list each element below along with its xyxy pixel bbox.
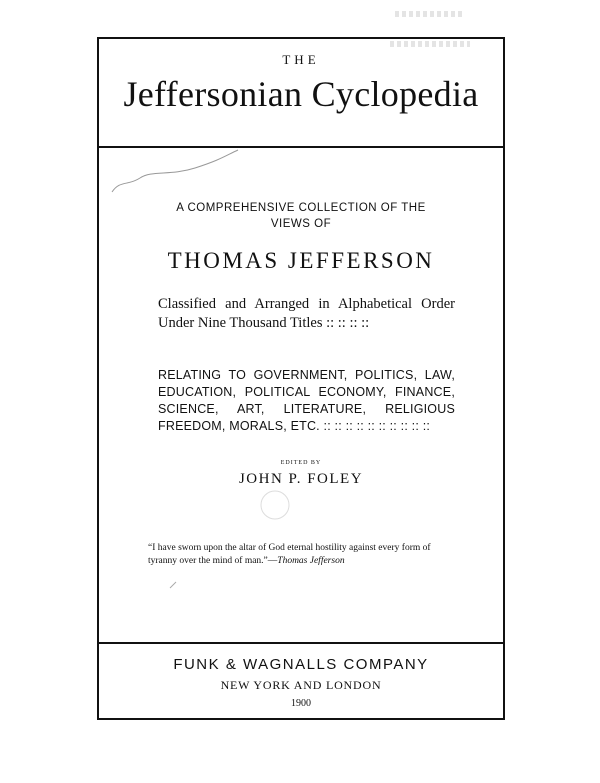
classification-note: Classified and Arranged in Alphabetical Order Under Nine Thousand Titles :: :: :: :: xyxy=(158,296,455,331)
subtitle xyxy=(159,200,443,232)
editor-name: JOHN P. FOLEY xyxy=(238,471,364,487)
publication-year: 1900 xyxy=(291,698,311,709)
subtitle-line-2: VIEWS OF xyxy=(270,218,332,230)
epigraph-quote xyxy=(148,542,455,568)
title-box xyxy=(99,39,503,148)
body-section xyxy=(99,146,503,646)
topics-list: RELATING TO GOVERNMENT, POLITICS, LAW, EDUCATION, POLITICAL ECONOMY, FINANCE, SCIENCE, ART, LITERATURE, RELIGIOUS FREEDOM, MORALS, ETC. :: :: :: :: :: :: :: :: :: :: xyxy=(158,368,455,433)
edited-by-label: EDITED BY xyxy=(280,460,322,466)
quote-attribution: Thomas Jefferson xyxy=(277,556,345,566)
publisher-box xyxy=(99,642,503,718)
title-article: THE xyxy=(282,52,320,67)
quote-text: “I have sworn upon the altar of God eternal hostility against every form of tyranny over the mind of man.”— xyxy=(148,543,431,566)
author-name: THOMAS JEFFERSON xyxy=(167,248,435,273)
subtitle-line-1: A COMPREHENSIVE COLLECTION OF THE xyxy=(176,202,426,214)
page-border-frame xyxy=(97,37,505,720)
publisher-name: FUNK & WAGNALLS COMPANY xyxy=(173,656,429,673)
publisher-place: NEW YORK AND LONDON xyxy=(220,678,382,692)
book-title: Jeffersonian Cyclopedia xyxy=(123,74,479,114)
